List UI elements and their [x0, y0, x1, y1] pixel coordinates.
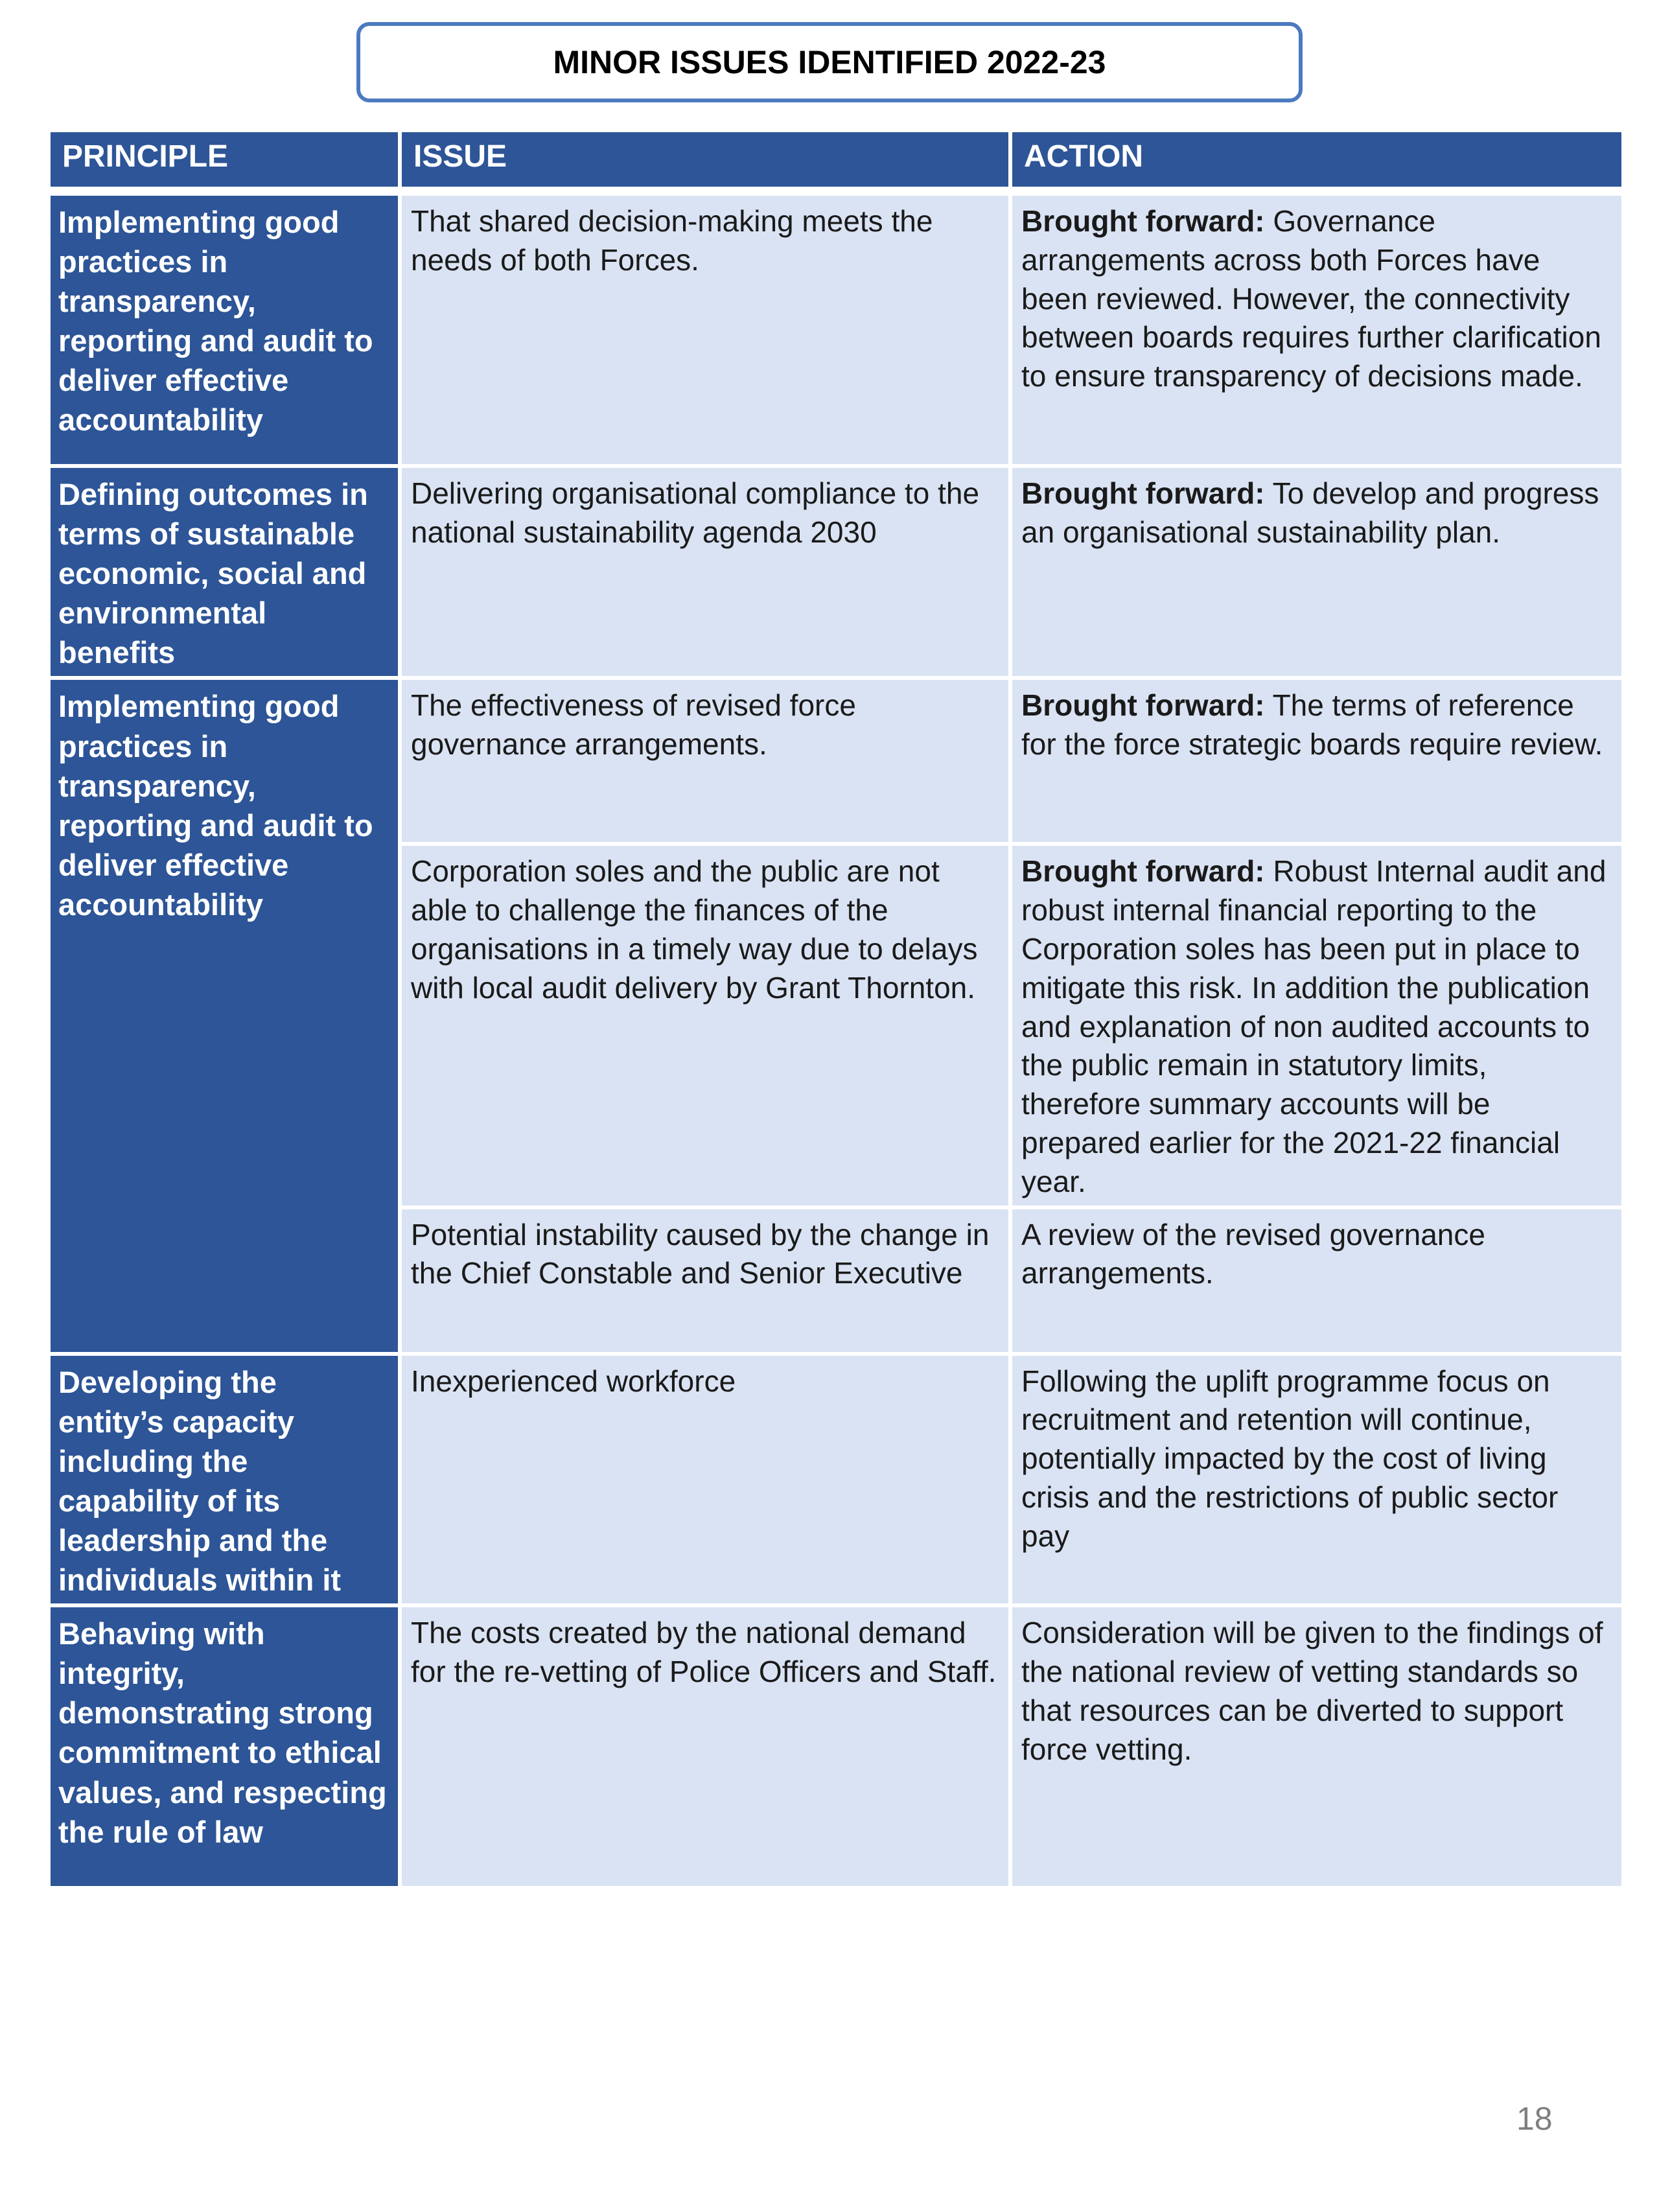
action-text: The terms of reference for the force strategic boards require review. — [1021, 688, 1603, 762]
principle-cell: Developing the entity’s capacity including the capability of its leadership and the individuals within it — [51, 1356, 398, 1608]
action-text: To develop and progress an organisational sustainability plan. — [1021, 476, 1599, 549]
page-title — [356, 22, 1303, 102]
action-lead: Brought forward: — [1021, 688, 1265, 723]
table-row — [51, 468, 1621, 680]
action-cell: A review of the revised governance arrangements. — [1012, 1209, 1621, 1356]
principle-cell: Implementing good practices in transparency, reporting and audit to deliver effective accountability — [51, 196, 398, 468]
issue-cell: Inexperienced workforce — [402, 1356, 1008, 1608]
principle-cell: Behaving with integrity, demonstrating strong commitment to ethical values, and respecting the rule of law — [51, 1607, 398, 1890]
action-lead: Brought forward: — [1021, 204, 1265, 238]
action-cell — [1012, 846, 1621, 1209]
issue-cell: The effectiveness of revised force governance arrangements. — [402, 680, 1008, 846]
table-row — [51, 680, 1621, 846]
table-row — [51, 196, 1621, 468]
issue-cell: The costs created by the national demand for the re-vetting of Police Officers and Staff. — [402, 1607, 1008, 1890]
issues-table — [47, 132, 1625, 1890]
issue-cell: That shared decision-making meets the needs of both Forces. — [402, 196, 1008, 468]
action-cell — [1012, 680, 1621, 846]
page-number: 18 — [1516, 2101, 1553, 2137]
action-cell: Consideration will be given to the findings of the national review of vetting standards so that resources can be diverted to support force vetting. — [1012, 1607, 1621, 1890]
action-cell — [1012, 468, 1621, 680]
action-text: Robust Internal audit and robust internal financial reporting to the Corporation soles has been put in place to mitigate this risk. In addition the publication and explanation of non audited accounts to the public remain in statutory limits, therefore summary accounts will be prepared earlier for the 2021-22 financial year. — [1021, 854, 1607, 1198]
table-row — [51, 1356, 1621, 1608]
issue-cell: Delivering organisational compliance to the national sustainability agenda 2030 — [402, 468, 1008, 680]
header-issue: ISSUE — [402, 132, 1008, 187]
header-principle: PRINCIPLE — [51, 132, 398, 187]
principle-cell: Implementing good practices in transparency, reporting and audit to deliver effective accountability — [51, 680, 398, 1355]
page-title-text: MINOR ISSUES IDENTIFIED 2022-23 — [553, 44, 1106, 80]
issue-cell: Corporation soles and the public are not able to challenge the finances of the organisations in a timely way due to delays with local audit delivery by Grant Thornton. — [402, 846, 1008, 1209]
principle-cell: Defining outcomes in terms of sustainable economic, social and environmental benefits — [51, 468, 398, 680]
action-text: Governance arrangements across both Forces have been reviewed. However, the connectivity between boards requires further clarification to ensure transparency of decisions made. — [1021, 204, 1601, 393]
action-lead: Brought forward: — [1021, 476, 1265, 510]
action-cell — [1012, 196, 1621, 468]
issue-cell: Potential instability caused by the change in the Chief Constable and Senior Executive — [402, 1209, 1008, 1356]
action-cell: Following the uplift programme focus on recruitment and retention will continue, potentially impacted by the cost of living crisis and the restrictions of public sector pay — [1012, 1356, 1621, 1608]
table-header-row — [51, 132, 1621, 187]
action-lead: Brought forward: — [1021, 854, 1265, 889]
header-action: ACTION — [1012, 132, 1621, 187]
table-row — [51, 1607, 1621, 1890]
